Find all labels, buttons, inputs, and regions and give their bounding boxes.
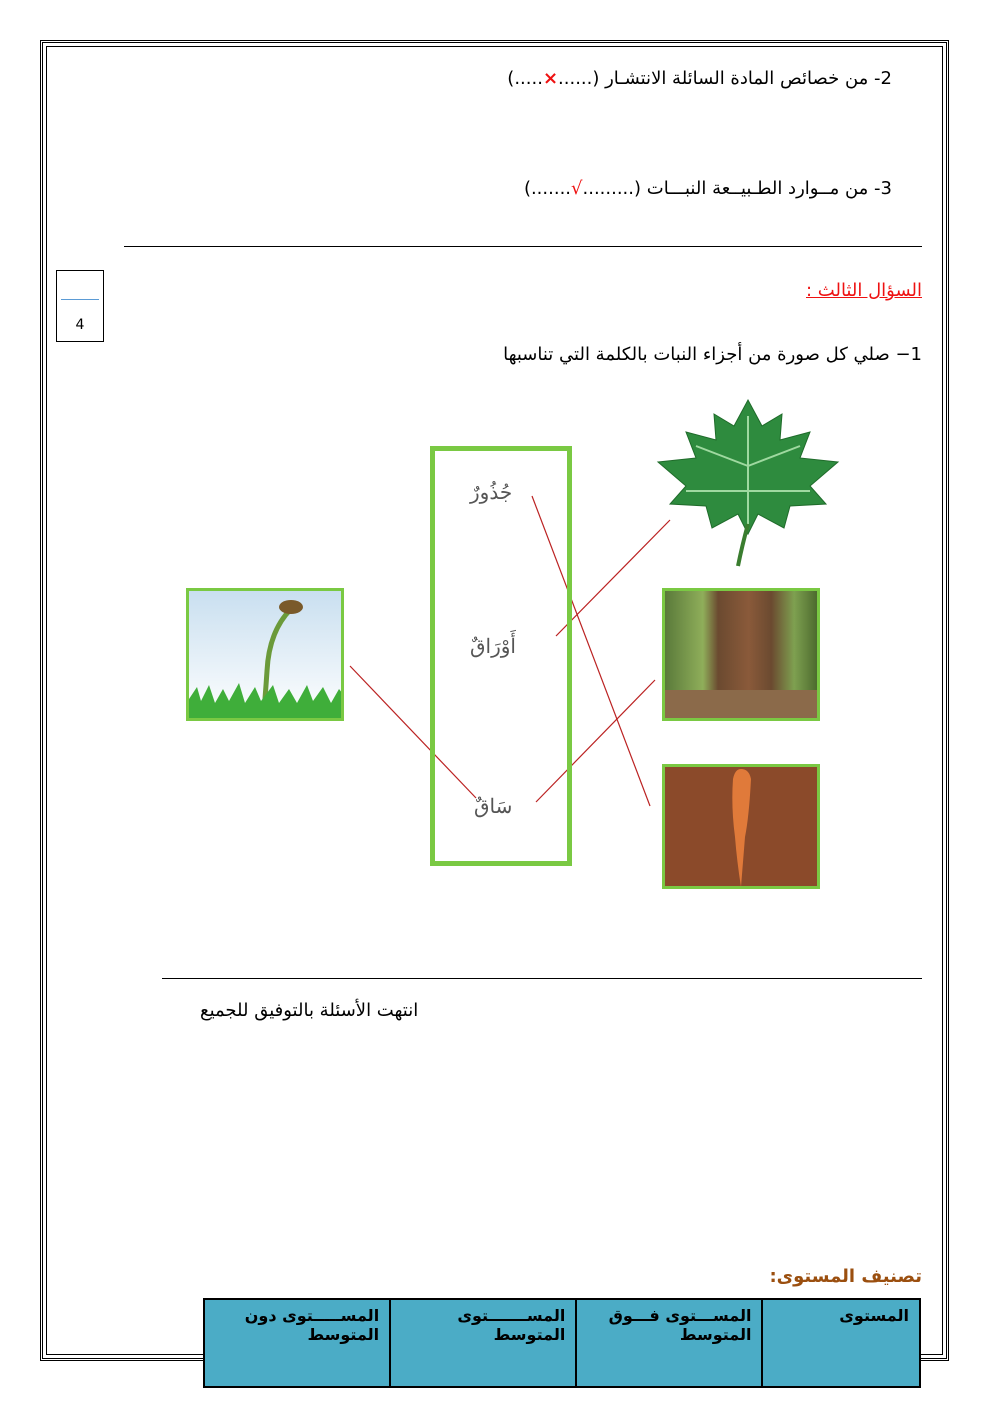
question-2: 2- من خصائص المادة السائلة الانتشـار (......×.....)	[507, 68, 892, 89]
level-header-below-average: المســـــتوى دون المتوسط	[204, 1299, 390, 1387]
flower-stem-image	[186, 588, 344, 721]
trunk-ground	[665, 690, 817, 718]
tree-trunk-image	[662, 588, 820, 721]
flower-stem-icon	[189, 591, 344, 721]
question-3: 3- من مــوارد الطـبيــعة النبـــات (.........√.......)	[523, 178, 892, 199]
level-header-above-average: المســـتوى فـــوق المتوسط	[576, 1299, 762, 1387]
level-header-average: المســـــــتوى المتوسط	[390, 1299, 576, 1387]
score-value: 4	[75, 317, 85, 333]
level-table	[203, 1298, 921, 1388]
level-table-row	[204, 1299, 920, 1387]
level-header-level: المستوى	[762, 1299, 920, 1387]
word-leaves: أَوْرَاقٌ	[470, 634, 516, 658]
cross-mark-icon: ×	[542, 68, 559, 89]
check-mark-icon: √	[571, 178, 583, 199]
level-classification-title: تصنيف المستوى:	[769, 1266, 922, 1287]
closing-text: انتهت الأسئلة بالتوفيق للجميع	[200, 1000, 419, 1021]
leaf-image	[650, 396, 846, 568]
word-stem: سَاقٌ	[474, 794, 513, 818]
section-3-title: السؤال الثالث :	[806, 280, 922, 301]
word-roots: جُذُورٌ	[470, 480, 513, 504]
carrot-root-icon	[665, 767, 820, 889]
divider-bottom	[162, 978, 922, 979]
instruction-1: 1− صلي كل صورة من أجزاء النبات بالكلمة التي تناسبها	[503, 344, 922, 365]
root-image	[662, 764, 820, 889]
